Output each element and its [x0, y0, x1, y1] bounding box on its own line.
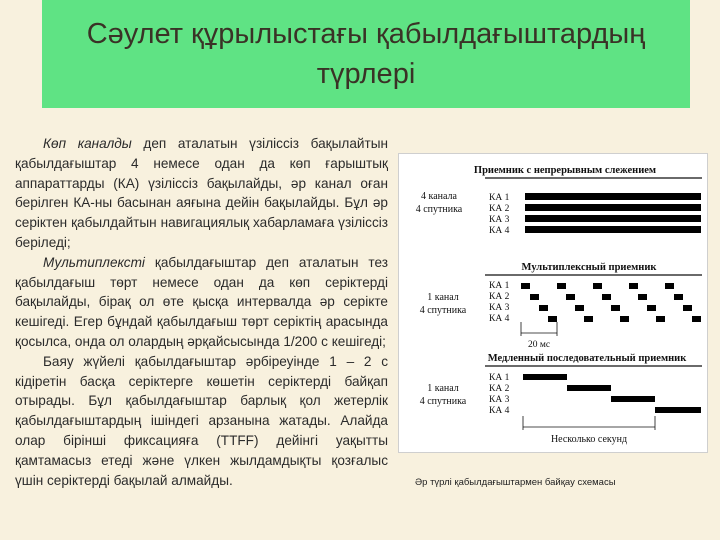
s3-track-ka4: [655, 407, 701, 413]
s3-label-ka2: КА 2: [489, 384, 510, 394]
receiver-diagram-svg: [399, 154, 707, 452]
section2-left-line1: 1 канал: [427, 292, 459, 303]
section2-left-line2: 4 спутника: [419, 305, 467, 316]
section3-left-line2: 4 спутника: [419, 396, 467, 407]
section1-title: Приемник с непрерывным слежением: [473, 165, 657, 176]
paragraph-multiplex-text: қабылдағыштар деп аталатын тез қабылдағыш төрт немесе одан да көп серіктерді бақылайды, бірақ ол өте қысқа интервалда әр серікте кешігеді. Егер бұндай қабылдағыш төрт серіктің арасында қосылса, онда ол олардың әрқайсысында 1/200 с кешігеді;: [15, 254, 388, 349]
s1-label-ka4: КА 4: [489, 226, 510, 236]
s3-track-ka3: [611, 396, 655, 402]
s1-track-ka2: [525, 204, 701, 211]
duration-label: Несколько секунд: [550, 434, 628, 445]
s2-label-ka2: КА 2: [489, 292, 510, 302]
s3-track-ka1: [523, 374, 567, 380]
page-title: Сәулет құрылыстағы қабылдағыштардың түрлері: [86, 18, 646, 90]
section3-title: Медленный последовательный приемник: [487, 353, 687, 364]
section2-title: Мультиплексный приемник: [521, 262, 657, 273]
s1-label-ka1: КА 1: [489, 193, 510, 203]
s3-label-ka3: КА 3: [489, 395, 510, 405]
section3-left-line1: 1 канал: [427, 383, 459, 394]
s3-label-ka4: КА 4: [489, 406, 510, 416]
body-text: [15, 134, 388, 490]
section1-left-line1: 4 канала: [421, 191, 457, 202]
s2-label-ka4: КА 4: [489, 314, 510, 324]
receiver-diagram: [398, 153, 708, 453]
s2-track-ka3: [539, 305, 692, 311]
term-multichannel: Көп каналды: [43, 136, 132, 151]
section1-left-line2: 4 спутника: [415, 204, 463, 215]
paragraph-multiplex: [15, 253, 388, 352]
term-multiplex: Мультиплексті: [43, 254, 145, 270]
paragraph-multichannel: [15, 134, 388, 253]
s1-track-ka1: [525, 193, 701, 200]
s2-track-ka2: [530, 294, 683, 300]
diagram-caption: Әр түрлі қабылдағыштармен байқау схемасы: [415, 477, 616, 488]
paragraph-sequential: Баяу жүйелі қабылдағыштар әрбіреуінде 1 – 2 с кідіретін басқа серіктерге көшетін серіктерді байқап отырады. Бұл қабылдағыштар барлық қол жетерлік қабылдағыштардың ішіндегі арзанына жатады. Алайда олар бірінші фиксацияға (TTFF) дейінгі уақытты қамтамасыз етеді және үлкен жылдамдықты қозғалыс үшін серіктерді бақылай алмайды.: [15, 353, 388, 488]
interval-label: 20 мс: [527, 340, 551, 350]
s1-label-ka2: КА 2: [489, 204, 510, 214]
s1-track-ka4: [525, 226, 701, 233]
s2-label-ka3: КА 3: [489, 303, 510, 313]
s2-track-ka1: [521, 283, 674, 289]
s3-label-ka1: КА 1: [489, 373, 510, 383]
paragraph-multichannel-text: деп аталатын үзіліссіз бақылайтын қабылдағыштар 4 немесе одан да көп ғарыштық аппараттарды (КА) үзіліссіз бақылайды, әр канал оған берілген КА-ны басынан аяғына дейін бақылайды. Бұл әр серіктен қабылдайтын навигациялық хабарламаға үзіліссіз беріледі;: [15, 136, 388, 250]
s2-label-ka1: КА 1: [489, 281, 510, 291]
s1-track-ka3: [525, 215, 701, 222]
s2-track-ka4: [548, 316, 701, 322]
s1-label-ka3: КА 3: [489, 215, 510, 225]
s3-track-ka2: [567, 385, 611, 391]
